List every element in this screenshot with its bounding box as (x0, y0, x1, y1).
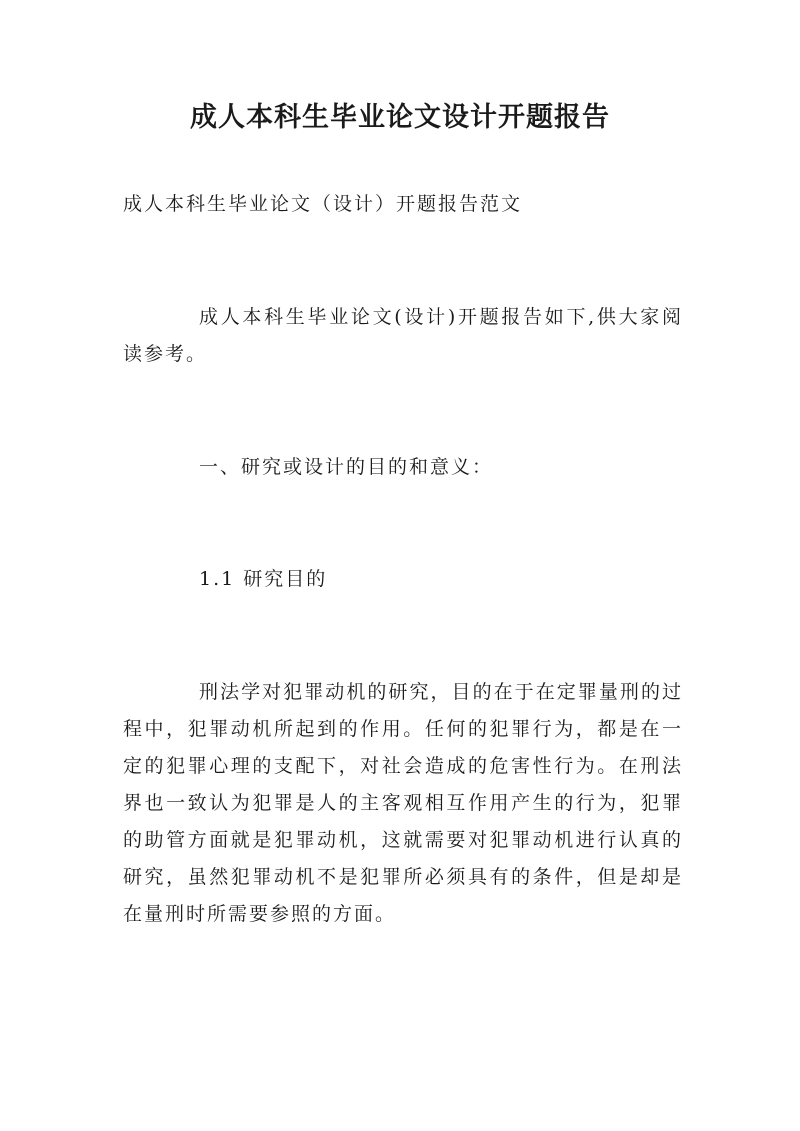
section-heading: 一、研究或设计的目的和意义： (199, 456, 494, 478)
body-paragraph: 刑法学对犯罪动机的研究，目的在于在定罪量刑的过程中，犯罪动机所起到的作用。任何的犯罪行为，都是在一定的犯罪心理的支配下，对社会造成的危害性行为。在刑法界也一致认为犯罪是人的主客观相互作用产生的行为，犯罪的助管方面就是犯罪动机，这就需要对犯罪动机进行认真的研究，虽然犯罪动机不是犯罪所必须具有的条件，但是却是在量刑时所需要参照的方面。 (123, 681, 683, 925)
document-title: 成人本科生毕业论文设计开题报告 (190, 102, 610, 133)
document-subtitle: 成人本科生毕业论文（设计）开题报告范文 (123, 193, 523, 215)
subsection-heading: 1.1 研究目的 (199, 568, 328, 590)
intro-paragraph: 成人本科生毕业论文(设计)开题报告如下,供大家阅读参考。 (123, 306, 683, 365)
